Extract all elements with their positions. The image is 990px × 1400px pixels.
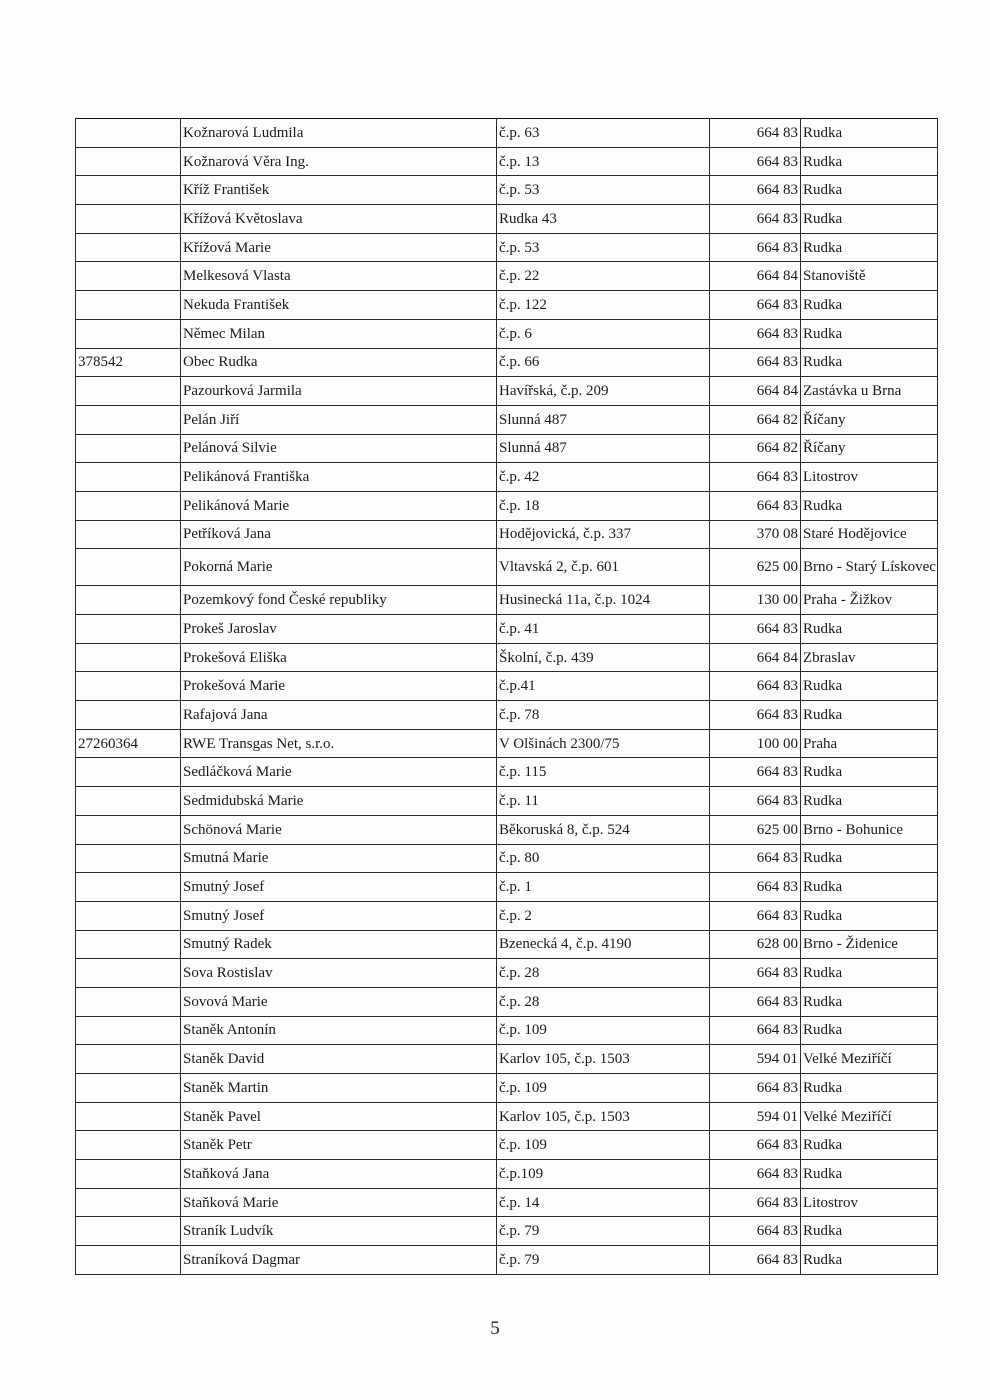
postal-code-cell: 664 83 — [710, 233, 801, 262]
table-row — [76, 930, 938, 959]
address-cell: č.p. 13 — [497, 147, 710, 176]
owner-name-cell: Staněk Pavel — [181, 1102, 497, 1131]
ico-cell — [76, 319, 181, 348]
city-cell: Rudka — [801, 959, 938, 988]
city-cell: Rudka — [801, 615, 938, 644]
postal-code-cell: 664 83 — [710, 1188, 801, 1217]
city-cell: Rudka — [801, 147, 938, 176]
city-cell: Rudka — [801, 1131, 938, 1160]
address-cell: č.p. 122 — [497, 291, 710, 320]
city-cell: Rudka — [801, 119, 938, 148]
table-row — [76, 434, 938, 463]
owner-name-cell: Prokešová Marie — [181, 672, 497, 701]
owner-name-cell: Staněk David — [181, 1045, 497, 1074]
city-cell: Brno - Bohunice — [801, 815, 938, 844]
address-cell: č.p. 11 — [497, 787, 710, 816]
city-cell: Stanoviště — [801, 262, 938, 291]
address-cell: č.p. 6 — [497, 319, 710, 348]
ico-cell — [76, 959, 181, 988]
address-cell: Husinecká 11a, č.p. 1024 — [497, 586, 710, 615]
owner-name-cell: Nekuda František — [181, 291, 497, 320]
city-cell: Rudka — [801, 319, 938, 348]
table-row — [76, 643, 938, 672]
postal-code-cell: 664 83 — [710, 205, 801, 234]
owner-name-cell: Smutná Marie — [181, 844, 497, 873]
table-row — [76, 873, 938, 902]
table-row — [76, 1016, 938, 1045]
city-cell: Rudka — [801, 1246, 938, 1275]
address-cell: č.p. 53 — [497, 176, 710, 205]
owner-name-cell: Pazourková Jarmila — [181, 377, 497, 406]
owner-name-cell: Pozemkový fond České republiky — [181, 586, 497, 615]
table-row — [76, 1074, 938, 1103]
table-row — [76, 758, 938, 787]
address-cell: č.p. 22 — [497, 262, 710, 291]
postal-code-cell: 664 83 — [710, 1074, 801, 1103]
table-row — [76, 787, 938, 816]
table-row — [76, 1045, 938, 1074]
postal-code-cell: 664 83 — [710, 119, 801, 148]
city-cell: Rudka — [801, 205, 938, 234]
ico-cell — [76, 1131, 181, 1160]
ico-cell — [76, 405, 181, 434]
table-row — [76, 319, 938, 348]
owner-name-cell: Prokeš Jaroslav — [181, 615, 497, 644]
city-cell: Rudka — [801, 758, 938, 787]
address-cell: č.p. 66 — [497, 348, 710, 377]
city-cell: Velké Meziříčí — [801, 1102, 938, 1131]
address-cell: č.p. 28 — [497, 987, 710, 1016]
owner-name-cell: Staněk Martin — [181, 1074, 497, 1103]
city-cell: Rudka — [801, 901, 938, 930]
table-row — [76, 491, 938, 520]
city-cell: Litostrov — [801, 463, 938, 492]
ico-cell — [76, 1217, 181, 1246]
owner-name-cell: Staněk Petr — [181, 1131, 497, 1160]
ico-cell — [76, 262, 181, 291]
table-row — [76, 291, 938, 320]
owner-name-cell: Melkesová Vlasta — [181, 262, 497, 291]
owner-name-cell: Pelánová Silvie — [181, 434, 497, 463]
ico-cell — [76, 463, 181, 492]
ico-cell — [76, 1074, 181, 1103]
address-cell: č.p. 109 — [497, 1131, 710, 1160]
city-cell: Rudka — [801, 787, 938, 816]
owner-name-cell: Sedláčková Marie — [181, 758, 497, 787]
ico-cell — [76, 434, 181, 463]
ico-cell — [76, 205, 181, 234]
ico-cell — [76, 758, 181, 787]
postal-code-cell: 664 83 — [710, 1016, 801, 1045]
ico-cell — [76, 520, 181, 549]
ico-cell — [76, 491, 181, 520]
table-row — [76, 1188, 938, 1217]
address-cell: č.p. 2 — [497, 901, 710, 930]
ico-cell — [76, 586, 181, 615]
city-cell: Litostrov — [801, 1188, 938, 1217]
owner-name-cell: Staňková Marie — [181, 1188, 497, 1217]
postal-code-cell: 664 83 — [710, 147, 801, 176]
ico-cell: 27260364 — [76, 729, 181, 758]
address-cell: č.p. 115 — [497, 758, 710, 787]
table-row — [76, 1217, 938, 1246]
table-row — [76, 463, 938, 492]
postal-code-cell: 594 01 — [710, 1102, 801, 1131]
ico-cell — [76, 1102, 181, 1131]
table-row — [76, 405, 938, 434]
address-cell: č.p. 79 — [497, 1246, 710, 1275]
owner-name-cell: Pelán Jiří — [181, 405, 497, 434]
table-row — [76, 262, 938, 291]
table-row — [76, 815, 938, 844]
city-cell: Zastávka u Brna — [801, 377, 938, 406]
ico-cell — [76, 549, 181, 586]
address-cell: Hodějovická, č.p. 337 — [497, 520, 710, 549]
postal-code-cell: 664 83 — [710, 844, 801, 873]
address-cell: č.p.41 — [497, 672, 710, 701]
table-row — [76, 1102, 938, 1131]
owner-name-cell: Němec Milan — [181, 319, 497, 348]
ico-cell — [76, 615, 181, 644]
postal-code-cell: 664 83 — [710, 901, 801, 930]
ico-cell — [76, 1016, 181, 1045]
table-row — [76, 520, 938, 549]
ico-cell — [76, 1246, 181, 1275]
address-cell: Slunná 487 — [497, 405, 710, 434]
owner-name-cell: Staněk Antonín — [181, 1016, 497, 1045]
table-row — [76, 672, 938, 701]
address-cell: Běkoruská 8, č.p. 524 — [497, 815, 710, 844]
postal-code-cell: 370 08 — [710, 520, 801, 549]
table-row — [76, 959, 938, 988]
owners-table-body — [76, 119, 938, 1275]
city-cell: Rudka — [801, 1217, 938, 1246]
postal-code-cell: 664 83 — [710, 176, 801, 205]
city-cell: Říčany — [801, 405, 938, 434]
ico-cell — [76, 1188, 181, 1217]
ico-cell: 378542 — [76, 348, 181, 377]
city-cell: Rudka — [801, 873, 938, 902]
table-row — [76, 1246, 938, 1275]
postal-code-cell: 664 84 — [710, 262, 801, 291]
table-row — [76, 119, 938, 148]
ico-cell — [76, 147, 181, 176]
owner-name-cell: Sovová Marie — [181, 987, 497, 1016]
city-cell: Zbraslav — [801, 643, 938, 672]
table-row — [76, 233, 938, 262]
address-cell: č.p. 79 — [497, 1217, 710, 1246]
address-cell: Bzenecká 4, č.p. 4190 — [497, 930, 710, 959]
ico-cell — [76, 930, 181, 959]
ico-cell — [76, 987, 181, 1016]
address-cell: Rudka 43 — [497, 205, 710, 234]
address-cell: č.p. 109 — [497, 1016, 710, 1045]
address-cell: č.p. 42 — [497, 463, 710, 492]
postal-code-cell: 664 83 — [710, 1246, 801, 1275]
postal-code-cell: 664 84 — [710, 377, 801, 406]
address-cell: č.p. 14 — [497, 1188, 710, 1217]
city-cell: Rudka — [801, 348, 938, 377]
postal-code-cell: 664 82 — [710, 434, 801, 463]
address-cell: č.p.109 — [497, 1160, 710, 1189]
owner-name-cell: RWE Transgas Net, s.r.o. — [181, 729, 497, 758]
postal-code-cell: 664 83 — [710, 787, 801, 816]
city-cell: Rudka — [801, 233, 938, 262]
owner-name-cell: Kožnarová Věra Ing. — [181, 147, 497, 176]
table-row — [76, 615, 938, 644]
ico-cell — [76, 643, 181, 672]
postal-code-cell: 664 83 — [710, 291, 801, 320]
city-cell: Rudka — [801, 491, 938, 520]
owner-name-cell: Schönová Marie — [181, 815, 497, 844]
owner-name-cell: Staňková Jana — [181, 1160, 497, 1189]
postal-code-cell: 130 00 — [710, 586, 801, 615]
owner-name-cell: Straníková Dagmar — [181, 1246, 497, 1275]
table-row — [76, 549, 938, 586]
postal-code-cell: 664 83 — [710, 1131, 801, 1160]
ico-cell — [76, 119, 181, 148]
table-row — [76, 586, 938, 615]
owners-table — [75, 118, 938, 1275]
address-cell: Havířská, č.p. 209 — [497, 377, 710, 406]
address-cell: č.p. 63 — [497, 119, 710, 148]
ico-cell — [76, 176, 181, 205]
owner-name-cell: Křížová Marie — [181, 233, 497, 262]
postal-code-cell: 664 83 — [710, 615, 801, 644]
owner-name-cell: Sova Rostislav — [181, 959, 497, 988]
city-cell: Rudka — [801, 1016, 938, 1045]
table-row — [76, 844, 938, 873]
address-cell: Slunná 487 — [497, 434, 710, 463]
postal-code-cell: 664 83 — [710, 348, 801, 377]
ico-cell — [76, 291, 181, 320]
city-cell: Rudka — [801, 1074, 938, 1103]
city-cell: Rudka — [801, 176, 938, 205]
address-cell: č.p. 109 — [497, 1074, 710, 1103]
table-row — [76, 901, 938, 930]
ico-cell — [76, 672, 181, 701]
table-row — [76, 701, 938, 730]
ico-cell — [76, 1160, 181, 1189]
postal-code-cell: 664 83 — [710, 987, 801, 1016]
city-cell: Rudka — [801, 1160, 938, 1189]
postal-code-cell: 664 82 — [710, 405, 801, 434]
city-cell: Staré Hodějovice — [801, 520, 938, 549]
city-cell: Brno - Židenice — [801, 930, 938, 959]
ico-cell — [76, 815, 181, 844]
owner-name-cell: Pelikánová Františka — [181, 463, 497, 492]
city-cell: Rudka — [801, 291, 938, 320]
owner-name-cell: Rafajová Jana — [181, 701, 497, 730]
table-row — [76, 1160, 938, 1189]
table-row — [76, 147, 938, 176]
owner-name-cell: Pokorná Marie — [181, 549, 497, 586]
address-cell: č.p. 53 — [497, 233, 710, 262]
postal-code-cell: 594 01 — [710, 1045, 801, 1074]
table-row — [76, 987, 938, 1016]
owner-name-cell: Prokešová Eliška — [181, 643, 497, 672]
ico-cell — [76, 787, 181, 816]
postal-code-cell: 664 83 — [710, 1217, 801, 1246]
page-number: 5 — [490, 1318, 500, 1339]
table-row — [76, 377, 938, 406]
address-cell: č.p. 41 — [497, 615, 710, 644]
city-cell: Rudka — [801, 701, 938, 730]
postal-code-cell: 628 00 — [710, 930, 801, 959]
city-cell: Rudka — [801, 987, 938, 1016]
owner-name-cell: Smutný Radek — [181, 930, 497, 959]
table-row — [76, 348, 938, 377]
city-cell: Praha - Žižkov — [801, 586, 938, 615]
owner-name-cell: Pelikánová Marie — [181, 491, 497, 520]
postal-code-cell: 625 00 — [710, 815, 801, 844]
ico-cell — [76, 873, 181, 902]
address-cell: Vltavská 2, č.p. 601 — [497, 549, 710, 586]
owner-name-cell: Kožnarová Ludmila — [181, 119, 497, 148]
ico-cell — [76, 233, 181, 262]
address-cell: č.p. 1 — [497, 873, 710, 902]
address-cell: Školní, č.p. 439 — [497, 643, 710, 672]
postal-code-cell: 664 83 — [710, 758, 801, 787]
postal-code-cell: 664 84 — [710, 643, 801, 672]
city-cell: Říčany — [801, 434, 938, 463]
postal-code-cell: 664 83 — [710, 873, 801, 902]
owner-name-cell: Sedmidubská Marie — [181, 787, 497, 816]
ico-cell — [76, 844, 181, 873]
table-row — [76, 205, 938, 234]
address-cell: č.p. 28 — [497, 959, 710, 988]
table-row — [76, 729, 938, 758]
table-row — [76, 1131, 938, 1160]
address-cell: č.p. 80 — [497, 844, 710, 873]
table-row — [76, 176, 938, 205]
postal-code-cell: 664 83 — [710, 463, 801, 492]
city-cell: Rudka — [801, 844, 938, 873]
postal-code-cell: 664 83 — [710, 1160, 801, 1189]
address-cell: V Olšinách 2300/75 — [497, 729, 710, 758]
postal-code-cell: 664 83 — [710, 491, 801, 520]
city-cell: Rudka — [801, 672, 938, 701]
owner-name-cell: Smutný Josef — [181, 901, 497, 930]
postal-code-cell: 664 83 — [710, 959, 801, 988]
owner-name-cell: Straník Ludvík — [181, 1217, 497, 1246]
postal-code-cell: 664 83 — [710, 319, 801, 348]
owner-name-cell: Kříž František — [181, 176, 497, 205]
address-cell: Karlov 105, č.p. 1503 — [497, 1045, 710, 1074]
city-cell: Velké Meziříčí — [801, 1045, 938, 1074]
owner-name-cell: Smutný Josef — [181, 873, 497, 902]
ico-cell — [76, 1045, 181, 1074]
ico-cell — [76, 701, 181, 730]
postal-code-cell: 100 00 — [710, 729, 801, 758]
owner-name-cell: Obec Rudka — [181, 348, 497, 377]
postal-code-cell: 664 83 — [710, 672, 801, 701]
postal-code-cell: 664 83 — [710, 701, 801, 730]
owner-name-cell: Křížová Květoslava — [181, 205, 497, 234]
address-cell: Karlov 105, č.p. 1503 — [497, 1102, 710, 1131]
city-cell: Brno - Starý Lískovec — [801, 549, 938, 586]
ico-cell — [76, 377, 181, 406]
postal-code-cell: 625 00 — [710, 549, 801, 586]
city-cell: Praha — [801, 729, 938, 758]
owner-name-cell: Petříková Jana — [181, 520, 497, 549]
ico-cell — [76, 901, 181, 930]
address-cell: č.p. 78 — [497, 701, 710, 730]
address-cell: č.p. 18 — [497, 491, 710, 520]
